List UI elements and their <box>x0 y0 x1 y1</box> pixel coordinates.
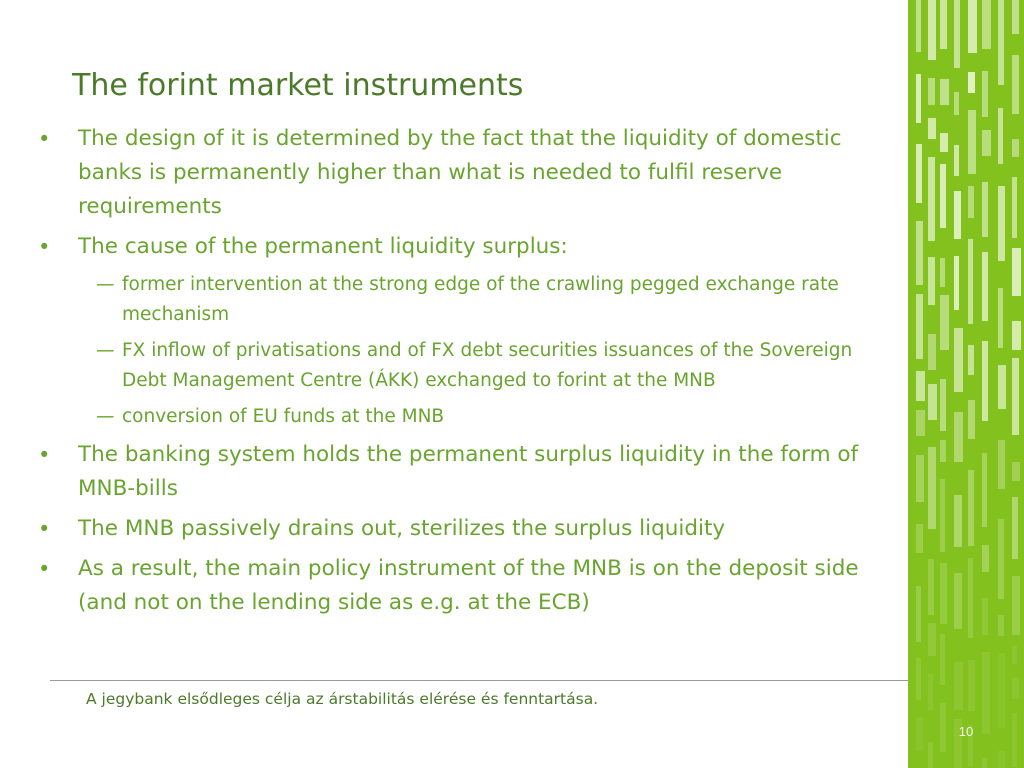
bullet-item <box>34 512 894 546</box>
page-number: 10 <box>958 724 974 739</box>
bullet-text: As a result, the main policy instrument of the MNB is on the deposit side (and not on the lending side as e.g. at the ECB) <box>78 556 859 615</box>
bullet-marker: • <box>38 235 51 259</box>
bullet-item <box>34 122 894 224</box>
bullet-text: The banking system holds the permanent surplus liquidity in the form of MNB-bills <box>78 442 859 501</box>
bullet-item <box>34 552 894 620</box>
bullet-marker: • <box>38 517 51 541</box>
bullet-text: The cause of the permanent liquidity surplus: <box>78 234 568 259</box>
sub-bullet-text: former intervention at the strong edge of the crawling pegged exchange rate mechanism <box>122 274 839 325</box>
sub-bullet-item <box>34 336 894 396</box>
sub-bullet-item <box>34 270 894 330</box>
bullet-text: The MNB passively drains out, sterilizes the surplus liquidity <box>78 516 726 541</box>
bar-pattern-graphic <box>908 0 1024 768</box>
footer-divider <box>50 680 988 681</box>
bullet-marker: • <box>38 127 51 151</box>
sub-bullet-text: FX inflow of privatisations and of FX debt securities issuances of the Sovereign Debt Management Centre (ÁKK) exchanged to forint at the MNB <box>122 340 853 391</box>
sub-bullet-text: conversion of EU funds at the MNB <box>122 406 445 427</box>
sub-bullet-marker: — <box>96 406 115 427</box>
green-bar-decoration <box>908 0 1024 768</box>
bullet-item <box>34 230 894 264</box>
bullet-marker: • <box>38 557 51 581</box>
slide-title: The forint market instruments <box>72 68 524 103</box>
sub-bullet-item <box>34 402 894 432</box>
bullet-text: The design of it is determined by the fact that the liquidity of domestic banks is permanently higher than what is needed to fulfil reserve requirements <box>78 126 842 219</box>
slide-body <box>34 122 894 626</box>
sub-bullet-marker: — <box>96 340 115 361</box>
footer-text: A jegybank elsődleges célja az árstabilitás elérése és fenntartása. <box>86 690 599 708</box>
sub-bullet-marker: — <box>96 274 115 295</box>
bullet-item <box>34 438 894 506</box>
bullet-marker: • <box>38 443 51 467</box>
